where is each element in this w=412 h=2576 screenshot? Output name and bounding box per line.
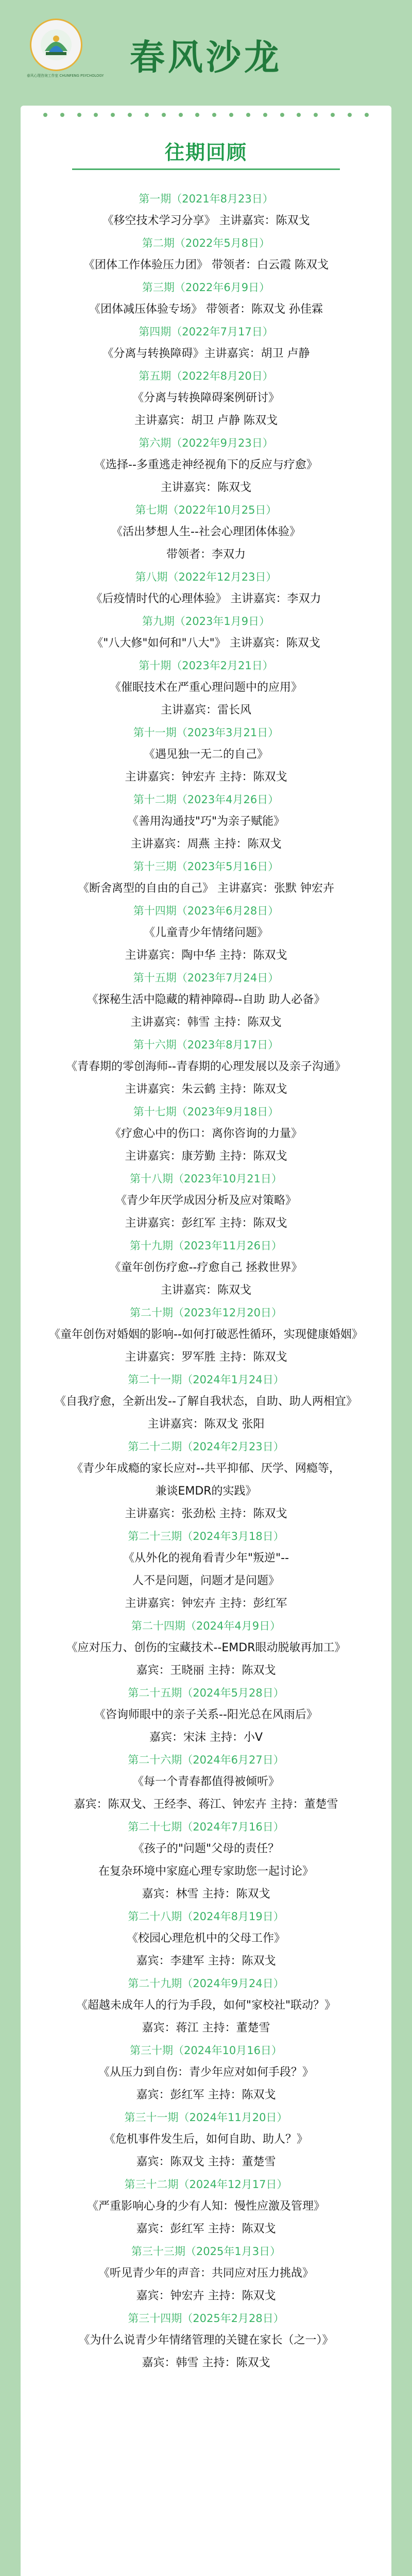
- session-detail: 《为什么说青少年情绪管理的关键在家长（之一）》: [78, 2334, 334, 2347]
- session-entry: [21, 2308, 391, 2375]
- session-entry: [21, 232, 391, 277]
- session-entry: [21, 1436, 391, 1526]
- session-detail: 主讲嘉宾：钟宏卉 主持：陈双戈: [125, 771, 287, 784]
- session-detail: 《遇见独一无二的自己》: [143, 748, 268, 761]
- session-date: 第二十八期（2024年8月19日）: [128, 1910, 284, 1923]
- session-date: 第一期（2021年8月23日）: [139, 193, 273, 205]
- dot-icon: [128, 113, 132, 117]
- session-detail: 《选择--多重逃走神经视角下的反应与疗愈》: [94, 459, 318, 471]
- session-detail: 嘉宾：李建军 主持：陈双戈: [136, 1955, 276, 1968]
- session-detail: 主讲嘉宾：罗军胜 主持：陈双戈: [125, 1351, 287, 1364]
- session-detail: 《分离与转换障碍》主讲嘉宾：胡卫 卢静: [102, 347, 310, 360]
- session-date: 第十三期（2023年5月16日）: [133, 860, 279, 873]
- session-detail: 《咨询师眼中的亲子关系--阳光总在风雨后》: [94, 1708, 318, 1721]
- session-entry: [21, 1526, 391, 1615]
- dot-icon: [297, 113, 301, 117]
- session-date: 第十五期（2023年7月24日）: [133, 972, 279, 984]
- session-date: 第二十期（2023年12月20日）: [130, 1307, 282, 1319]
- session-date: 第十七期（2023年9月18日）: [133, 1106, 279, 1118]
- session-entry: [21, 365, 391, 432]
- session-detail: 《催眠技术在严重心理问题中的应用》: [109, 681, 302, 694]
- session-date: 第五期（2022年8月20日）: [139, 370, 273, 382]
- session-detail: 嘉宾：王晓丽 主持：陈双戈: [136, 1664, 276, 1677]
- session-entry: [21, 1101, 391, 1168]
- session-date: 第四期（2022年7月17日）: [139, 326, 273, 338]
- session-date: 第二十五期（2024年5月28日）: [128, 1687, 284, 1699]
- session-date: 第十期（2023年2月21日）: [139, 659, 273, 672]
- session-date: 第七期（2022年10月25日）: [135, 504, 277, 516]
- session-detail: 主讲嘉宾：胡卫 卢静 陈双戈: [134, 414, 278, 427]
- dot-icon: [43, 113, 47, 117]
- session-detail: 主讲嘉宾：张劲松 主持：陈双戈: [125, 1507, 287, 1520]
- session-date: 第三期（2022年6月9日）: [142, 281, 270, 294]
- session-entry: [21, 1034, 391, 1101]
- session-entry: [21, 1615, 391, 1682]
- session-detail: 《应对压力、创伤的宝藏技术--EMDR眼动脱敏再加工》: [66, 1641, 346, 1654]
- session-entry: [21, 722, 391, 789]
- session-entry: [21, 499, 391, 566]
- dot-icon: [94, 113, 98, 117]
- session-entry: [21, 1973, 391, 2040]
- session-detail: 《从外化的视角看青少年"叛逆"--: [123, 1552, 289, 1565]
- session-entry: [21, 2107, 391, 2174]
- session-detail: 嘉宾：彭红军 主持：陈双戈: [136, 2089, 276, 2102]
- dot-icon: [145, 113, 149, 117]
- session-detail: 主讲嘉宾：钟宏卉 主持：彭红军: [125, 1597, 287, 1610]
- session-detail: 《分离与转换障碍案例研讨》: [132, 392, 280, 404]
- session-detail: 《断舍离型的自由的自己》 主讲嘉宾：张默 钟宏卉: [78, 882, 334, 895]
- session-detail: 嘉宾：陈双戈 主持：董楚雪: [136, 2156, 276, 2168]
- section-title: 往期回顾: [164, 141, 247, 164]
- session-detail: 嘉宾：宋沫 主持：小V: [149, 1731, 263, 1744]
- session-entry: [21, 611, 391, 655]
- dot-icon: [212, 113, 216, 117]
- dot-icon: [179, 113, 183, 117]
- session-entry: [21, 1749, 391, 1816]
- session-entry: [21, 1816, 391, 1906]
- session-date: 第六期（2022年9月23日）: [139, 437, 273, 449]
- session-date: 第二十一期（2024年1月24日）: [128, 1374, 284, 1386]
- session-date: 第二十六期（2024年6月27日）: [128, 1754, 284, 1766]
- session-entry: [21, 1235, 391, 1302]
- session-entry: [21, 188, 391, 232]
- session-detail: 主讲嘉宾：陈双戈: [160, 481, 251, 494]
- session-detail: 《危机事件发生后，如何自助、助人？》: [104, 2133, 308, 2146]
- session-detail: 《疗愈心中的伤口：离你咨询的力量》: [109, 1127, 302, 1140]
- session-detail: 主讲嘉宾：康芳勤 主持：陈双戈: [125, 1150, 287, 1163]
- content-card: [21, 106, 391, 2576]
- session-date: 第十九期（2023年11月26日）: [130, 1240, 282, 1252]
- session-detail: 《每一个青春都值得被倾听》: [132, 1775, 280, 1788]
- session-detail: 《童年创伤对婚姻的影响--如何打破恶性循环，实现健康婚姻》: [49, 1328, 363, 1341]
- session-detail: 嘉宾：钟宏卉 主持：陈双戈: [136, 2290, 276, 2302]
- session-date: 第八期（2022年12月23日）: [135, 571, 277, 583]
- session-entry: [21, 2040, 391, 2107]
- session-detail: 嘉宾：韩雪 主持：陈双戈: [142, 2357, 270, 2369]
- session-detail: 嘉宾：蒋江 主持：董楚雪: [142, 2022, 270, 2035]
- session-detail: 嘉宾：彭红军 主持：陈双戈: [136, 2223, 276, 2235]
- session-date: 第十二期（2023年4月26日）: [133, 793, 279, 806]
- session-entry: [21, 1369, 391, 1436]
- session-detail: 《孩子的"问题"父母的责任？: [132, 1842, 280, 1855]
- session-detail: 《团体工作体验压力团》 带领者：白云霞 陈双戈: [83, 259, 329, 272]
- session-detail: 主讲嘉宾：陈双戈 张阳: [147, 1418, 265, 1431]
- dot-icon: [60, 113, 64, 117]
- session-detail: 《探秘生活中隐藏的精神障碍--自助 助人必备》: [87, 993, 325, 1006]
- session-detail: 主讲嘉宾：陈双戈: [160, 1284, 251, 1297]
- session-date: 第十六期（2023年8月17日）: [133, 1039, 279, 1051]
- dot-icon: [77, 113, 81, 117]
- session-date: 第二十九期（2024年9月24日）: [128, 1977, 284, 1990]
- session-detail: 《移空技术学习分享》 主讲嘉宾：陈双戈: [102, 214, 310, 227]
- session-entry: [21, 789, 391, 856]
- session-entry: [21, 277, 391, 321]
- session-detail: 《青少年厌学成因分析及应对策略》: [115, 1194, 297, 1207]
- session-detail: 《从压力到自伤：青少年应对如何手段？》: [98, 2066, 314, 2079]
- session-detail: 主讲嘉宾：陶中华 主持：陈双戈: [125, 949, 287, 962]
- session-detail: 《童年创伤疗愈--疗愈自己 拯救世界》: [109, 1261, 303, 1274]
- session-list: [21, 188, 391, 2375]
- session-date: 第二十二期（2024年2月23日）: [128, 1440, 284, 1453]
- session-entry: [21, 321, 391, 365]
- session-date: 第三十一期（2024年11月20日）: [124, 2111, 288, 2124]
- session-date: 第三十二期（2024年12月17日）: [124, 2178, 288, 2191]
- dot-icon: [246, 113, 250, 117]
- session-entry: [21, 967, 391, 1034]
- session-detail: 主讲嘉宾：周燕 主持：陈双戈: [130, 838, 282, 851]
- dot-icon: [229, 113, 233, 117]
- session-detail: 主讲嘉宾：朱云鹤 主持：陈双戈: [125, 1083, 287, 1096]
- session-date: 第二十四期（2024年4月9日）: [131, 1620, 281, 1632]
- session-detail: 主讲嘉宾：雷长风: [160, 704, 251, 717]
- session-detail: 人不是问题，问题才是问题》: [132, 1574, 280, 1587]
- session-entry: [21, 2174, 391, 2241]
- logo-text: 春风心理咨询工作室 CHUNFENG PSYCHOLOGY: [27, 73, 104, 78]
- session-date: 第三十三期（2025年1月3日）: [131, 2245, 281, 2258]
- decorative-dots-top: [43, 113, 369, 118]
- session-detail: 主讲嘉宾：韩雪 主持：陈双戈: [130, 1016, 282, 1029]
- session-detail: 嘉宾：陈双戈、王经李、蒋江、钟宏卉 主持：董楚雪: [74, 1798, 338, 1811]
- session-detail: 《善用沟通技"巧"为亲子赋能》: [127, 815, 285, 828]
- session-detail: 《听见青少年的声音：共同应对压力挑战》: [98, 2267, 314, 2280]
- session-entry: [21, 432, 391, 499]
- session-entry: [21, 1168, 391, 1235]
- session-detail: 《自我疗愈，全新出发--了解自我状态，自助、助人两相宜》: [55, 1395, 357, 1408]
- session-detail: 主讲嘉宾：彭红军 主持：陈双戈: [125, 1217, 287, 1230]
- session-date: 第十四期（2023年6月28日）: [133, 905, 279, 917]
- session-entry: [21, 1302, 391, 1369]
- session-date: 第二十三期（2024年3月18日）: [128, 1530, 284, 1543]
- session-detail: 《团体减压体验专场》 带领者：陈双戈 孙佳霖: [89, 303, 323, 316]
- dot-icon: [195, 113, 199, 117]
- session-detail: 在复杂环境中家庭心理专家助您一起讨论》: [98, 1865, 314, 1878]
- session-detail: 《超越未成年人的行为手段，如何"家校社"联动？》: [76, 1999, 336, 2012]
- session-detail: 《青春期的零创海师--青春期的心理发展以及亲子沟通》: [66, 1060, 346, 1073]
- dot-icon: [162, 113, 166, 117]
- session-date: 第十一期（2023年3月21日）: [133, 726, 279, 739]
- session-entry: [21, 566, 391, 611]
- session-date: 第二十七期（2024年7月16日）: [128, 1821, 284, 1833]
- dot-icon: [280, 113, 284, 117]
- session-date: 第三十四期（2025年2月28日）: [128, 2312, 284, 2325]
- dot-icon: [314, 113, 318, 117]
- dot-icon: [331, 113, 335, 117]
- session-entry: [21, 1682, 391, 1749]
- dot-icon: [348, 113, 352, 117]
- session-detail: 带领者：李双力: [166, 548, 246, 561]
- dot-icon: [365, 113, 369, 117]
- session-date: 第二期（2022年5月8日）: [142, 237, 270, 249]
- session-detail: 《校园心理危机中的父母工作》: [126, 1932, 285, 1945]
- session-detail: 《活出梦想人生--社会心理团体体验》: [111, 526, 301, 538]
- session-entry: [21, 2241, 391, 2308]
- page-title: 春风沙龙: [129, 38, 282, 78]
- section-divider: [72, 168, 340, 170]
- dot-icon: [263, 113, 267, 117]
- page-header: [0, 0, 412, 108]
- session-detail: 《"八大修"如何和"八大"》 主讲嘉宾：陈双戈: [92, 637, 320, 650]
- session-detail: 《儿童青少年情绪问题》: [143, 926, 268, 939]
- session-detail: 嘉宾：林雪 主持：陈双戈: [142, 1888, 270, 1901]
- session-date: 第十八期（2023年10月21日）: [130, 1173, 282, 1185]
- session-entry: [21, 900, 391, 967]
- session-detail: 《青少年成瘾的家长应对--共平抑郁、厌学、网瘾等，: [72, 1462, 340, 1475]
- session-entry: [21, 856, 391, 900]
- session-detail: 《严重影响心身的少有人知：慢性应激及管理》: [87, 2200, 325, 2213]
- dot-icon: [111, 113, 115, 117]
- session-detail: 《后疫情时代的心理体验》 主讲嘉宾：李双力: [91, 592, 321, 605]
- session-date: 第九期（2023年1月9日）: [142, 615, 270, 628]
- session-entry: [21, 1906, 391, 1973]
- session-entry: [21, 655, 391, 722]
- session-detail: 兼谈EMDR的实践》: [155, 1485, 257, 1498]
- session-date: 第三十期（2024年10月16日）: [130, 2044, 282, 2057]
